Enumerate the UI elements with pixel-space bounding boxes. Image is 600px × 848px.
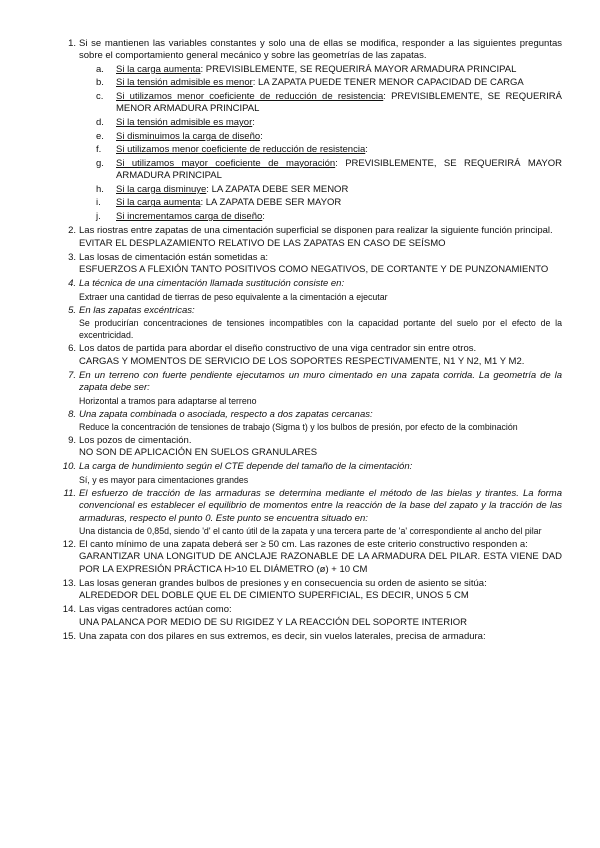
sub-question-text: Si disminuimos la carga de diseño [116,130,261,142]
answer-text: UNA PALANCA POR MEDIO DE SU RIGIDEZ Y LA REACCIÓN DEL SOPORTE INTERIOR [79,616,468,628]
sub-question [96,184,562,196]
question-text: El esfuerzo de tracción de las armaduras se determina mediante el método de las bielas y tirantes. La forma convencional es establecer el equilibrio de momentos entre la reacción de la base del zapato y la tracción de las armaduras, respecto el punto 0. Este punto se encuentra situado en: [79,487,562,524]
sub-letter: g. [96,157,104,169]
answer-text: Sí, y es mayor para cimentaciones grandes [79,474,249,485]
question-item [60,604,562,629]
question-text: Las riostras entre zapatas de una cimentación superficial se disponen para realizar la siguiente función principal. [79,225,553,237]
question-item [60,38,562,223]
sub-question-text: Si utilizamos menor coeficiente de reducción de resistencia [116,91,384,102]
question-text: Las losas generan grandes bulbos de presiones y en consecuencia su orden de asiento se sitúa: [79,577,487,589]
answer-text: EVITAR EL DESPLAZAMIENTO RELATIVO DE LAS ZAPATAS EN CASO DE SEÍSMO [79,237,446,249]
sub-question-text: Si incrementamos carga de diseño [116,210,263,222]
sub-answer: : [252,117,255,128]
question-text: Las losas de cimentación están sometidas a: [79,251,269,263]
question-text: Los pozos de cimentación. [79,435,192,447]
question-number: 13. [62,577,76,589]
question-item [60,409,562,434]
question-number: 3. [68,251,76,263]
question-text: Una zapata combinada o asociada, respecto a dos zapatas cercanas: [79,408,373,420]
answer-text: Una distancia de 0,85d, siendo 'd' el canto útil de la zapata y una tercera parte de 'a' correspondiente al ancho del pilar [79,526,542,537]
question-number: 4. [68,278,76,290]
question-number: 14. [62,604,76,616]
sub-letter: f. [96,144,102,156]
question-text: Los datos de partida para abordar el diseño constructivo de una viga centrador sin entre otros. [79,343,477,355]
question-number: 2. [68,225,76,237]
sub-answer: : LA ZAPATA PUEDE TENER MENOR CAPACIDAD DE CARGA [252,77,524,89]
sub-question-text: Si la carga aumenta [116,63,201,75]
answer-text: CARGAS Y MOMENTOS DE SERVICIO DE LOS SOPORTES RESPECTIVAMENTE, N1 Y N2, M1 Y M2. [79,355,525,367]
sub-question [96,211,562,223]
question-text: Una zapata con dos pilares en sus extremos, es decir, sin vuelos laterales, precisa de armadura: [79,630,486,642]
answer-text: Se producirían concentraciones de tensiones incompatibles con la capacidad portante del suelo por el efecto de la excentricidad. [79,318,562,341]
sub-answer: : LA ZAPATA DEBE SER MENOR [206,183,349,195]
sub-question [96,117,562,129]
sub-question [96,64,562,76]
question-item [60,278,562,303]
question-number: 10. [62,461,76,473]
sub-question [96,144,562,156]
answer-text: ALREDEDOR DEL DOBLE QUE EL DE CIMIENTO SUPERFICIAL, ES DECIR, UNOS 5 CM [79,590,469,602]
sub-question-text: Si la carga disminuye [116,183,207,195]
question-text: Las vigas centradores actúan como: [79,604,232,616]
sub-question-text: Si la carga aumenta [116,197,201,209]
sub-question-text: Si utilizamos menor coeficiente de reducción de resistencia [116,144,366,156]
answer-text: NO SON DE APLICACIÓN EN SUELOS GRANULARES [79,447,318,459]
sub-answer: : LA ZAPATA DEBE SER MAYOR [200,197,342,209]
answer-text: Reduce la concentración de tensiones de trabajo (Sigma t) y los bulbos de presión, por efecto de la combinación [79,422,518,433]
sub-question [96,158,562,183]
question-number: 8. [68,408,76,420]
sub-letter: h. [96,183,104,195]
question-item [60,252,562,277]
question-number: 12. [62,539,76,551]
answer-text: ESFUERZOS A FLEXIÓN TANTO POSITIVOS COMO NEGATIVOS, DE CORTANTE Y DE PUNZONAMIENTO [79,264,549,276]
sub-question-text: Si utilizamos mayor coeficiente de mayoración [116,157,336,169]
question-number: 1. [68,38,76,49]
sub-answer: : PREVISIBLEMENTE, SE REQUERIRÁ MAYOR ARMADURA PRINCIPAL [200,63,517,75]
sub-answer: : [262,210,265,222]
answer-text: GARANTIZAR UNA LONGITUD DE ANCLAJE RAZONABLE DE LA ARMADURA DEL PILAR. ESTA VIENE DAD POR LA EXPRESIÓN PRÁCTICA H>10 EL DIÁMETRO (ø) + 10 CM [79,551,562,575]
sub-question-list [79,64,562,224]
question-number: 11. [63,487,76,499]
question-item [60,305,562,342]
question-item [60,631,562,643]
answer-text: Extraer una cantidad de tierras de peso equivalente a la cimentación a ejecutar [79,291,388,302]
sub-letter: e. [96,130,104,142]
answer-text: Horizontal a tramos para adaptarse al terreno [79,395,257,406]
question-number: 15. [62,630,76,642]
question-number: 5. [68,304,76,316]
sub-letter: d. [96,117,104,128]
sub-question [96,197,562,209]
question-text: En un terreno con fuerte pendiente ejecutamos un muro cimentado en una zapata corrida. La geometría de la zapata debe ser: [79,369,562,394]
sub-question [96,77,562,89]
question-item [60,488,562,538]
sub-letter: b. [96,77,104,89]
sub-question-text: Si la tensión admisible es menor [116,77,253,89]
question-text: El canto mínimo de una zapata deberá ser ≥ 50 cm. Las razones de este criterio constructivo responden a: [79,539,528,551]
sub-answer: : PREVISIBLEMENTE, SE REQUERIRÁ MAYOR ARMADURA PRINCIPAL [116,157,562,182]
question-number: 9. [68,435,76,447]
question-item [60,225,562,250]
sub-question-text: Si la tensión admisible es mayor [116,117,253,128]
question-number: 6. [68,343,76,355]
question-item [60,435,562,460]
question-item [60,578,562,603]
question-text: La carga de hundimiento según el CTE depende del tamaño de la cimentación: [79,461,413,473]
question-text: En las zapatas excéntricas: [79,304,195,316]
sub-answer: : [365,144,368,156]
sub-answer: : [260,130,263,142]
question-text: La técnica de una cimentación llamada sustitución consiste en: [79,278,345,290]
question-text: Si se mantienen las variables constantes y solo una de ellas se modifica, responder a las siguientes preguntas sobre el comportamiento general mecánico y sobre las geometrías de las zapatas. [79,38,562,62]
sub-letter: c. [96,91,104,102]
sub-answer: : PREVISIBLEMENTE, SE REQUERIRÁ MENOR ARMADURA PRINCIPAL [116,91,562,115]
question-item [60,461,562,486]
question-item [60,370,562,407]
question-number: 7. [68,369,76,381]
sub-letter: j. [96,210,101,222]
sub-letter: a. [96,63,104,75]
sub-question [96,131,562,143]
question-item [60,539,562,576]
sub-question [96,91,562,116]
sub-letter: i. [96,197,101,209]
question-item [60,343,562,368]
